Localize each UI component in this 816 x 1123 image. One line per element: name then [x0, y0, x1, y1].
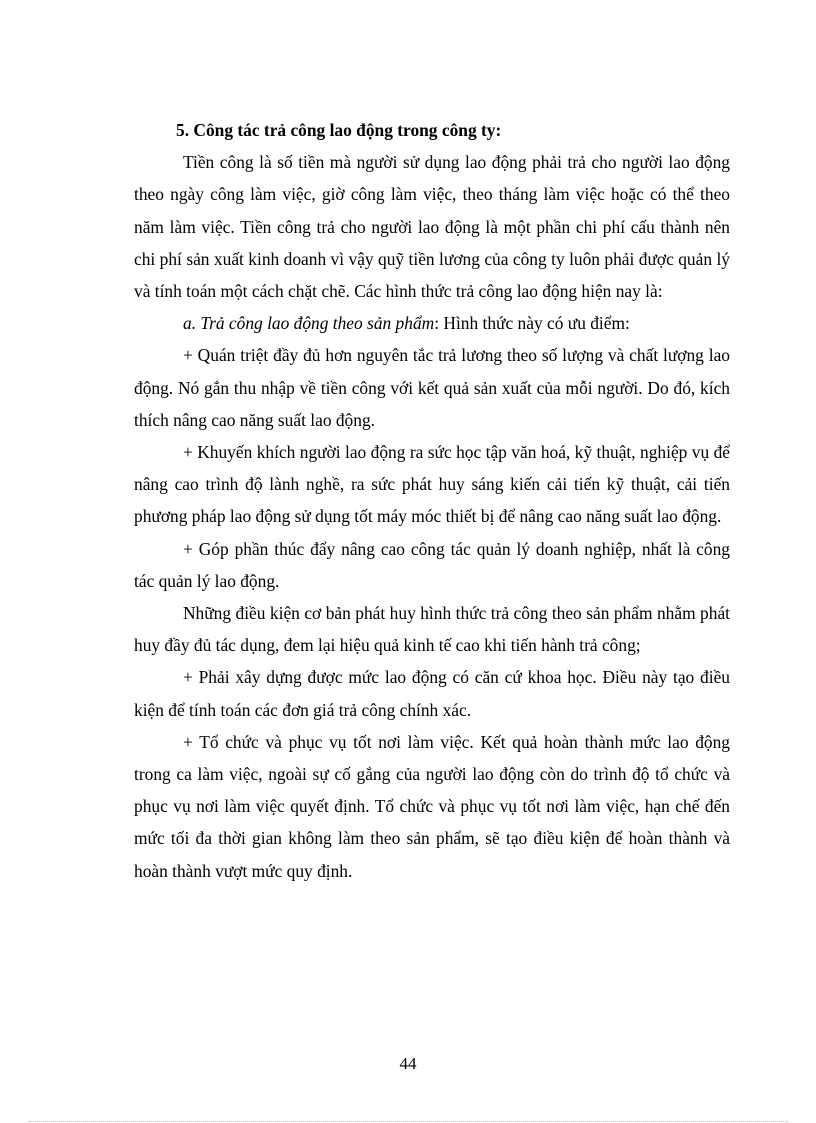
- page-bottom-divider: [28, 1121, 788, 1122]
- condition-item: + Tổ chức và phục vụ tốt nơi làm việc. Kết quả hoàn thành mức lao động trong ca làm việc, ngoài sự cố gắng của người lao động còn do trình độ tổ chức và phục vụ nơi làm việc quyết định. Tổ chức và phục vụ tốt nơi làm việc, hạn chế đến mức tối đa thời gian không làm theo sản phẩm, sẽ tạo điều kiện để hoàn thành và hoàn thành vượt mức quy định.: [134, 731, 730, 881]
- intro-paragraph: Tiền công là số tiền mà người sử dụng lao động phải trả cho người lao động theo ngày công làm việc, giờ công làm việc, theo tháng làm việc hoặc có thể theo năm làm việc. Tiền công trả cho người lao động là một phần chi phí cấu thành nên chi phí sản xuất kinh doanh vì vậy quỹ tiền lương của công ty luôn phải được quản lý và tính toán một cách chặt chẽ. Các hình thức trả công lao động hiện nay là:: [134, 152, 730, 302]
- page-number: 44: [399, 1054, 417, 1073]
- section-heading: 5. Công tác trả công lao động trong công ty:: [176, 120, 502, 140]
- subsection-text: : Hình thức này có ưu điểm:: [434, 313, 630, 334]
- advantage-item: + Góp phần thúc đẩy nâng cao công tác quản lý doanh nghiệp, nhất là công tác quản lý lao động.: [134, 538, 730, 591]
- subsection-label: a. Trả công lao động theo sản phẩm: [183, 313, 435, 334]
- condition-item: + Phải xây dựng được mức lao động có căn cứ khoa học. Điều này tạo điều kiện để tính toán các đơn giá trả công chính xác.: [134, 667, 730, 720]
- page-content: [134, 114, 730, 887]
- advantage-item: + Khuyến khích người lao động ra sức học tập văn hoá, kỹ thuật, nghiệp vụ để nâng cao trình độ lành nghề, ra sức phát huy sáng kiến cải tiến kỹ thuật, cải tiến phương pháp lao động sử dụng tốt máy móc thiết bị để nâng cao năng suất lao động.: [134, 442, 730, 527]
- conditions-intro: Những điều kiện cơ bản phát huy hình thức trả công theo sản phẩm nhằm phát huy đầy đủ tác dụng, đem lại hiệu quả kinh tế cao khi tiến hành trả công;: [134, 603, 730, 656]
- subsection-paragraph: [134, 307, 730, 339]
- advantage-item: + Quán triệt đầy đủ hơn nguyên tắc trả lương theo số lượng và chất lượng lao động. Nó gắn thu nhập về tiền công với kết quả sản xuất của mỗi người. Do đó, kích thích nâng cao năng suất lao động.: [134, 345, 730, 430]
